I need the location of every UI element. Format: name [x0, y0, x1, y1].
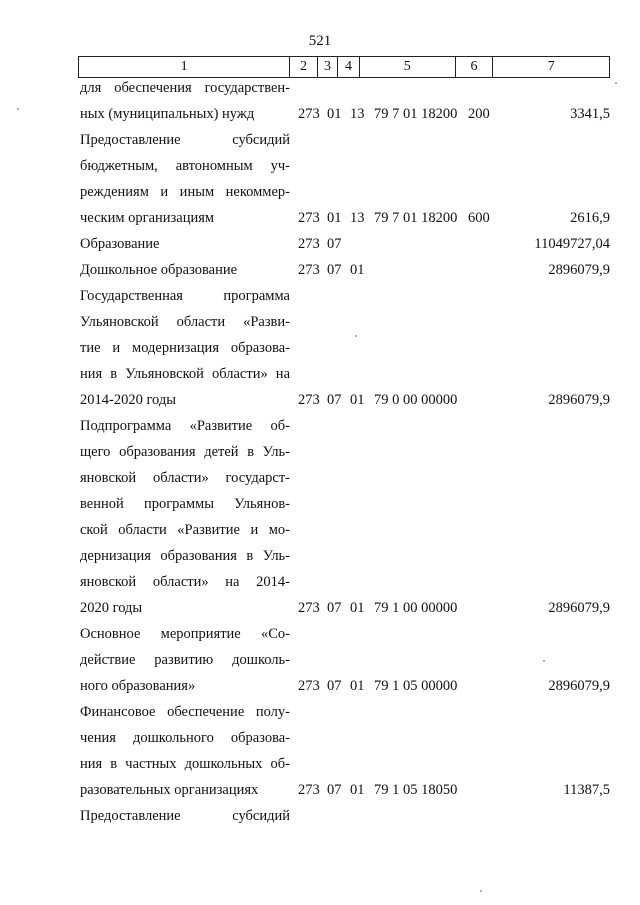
header-col-1: 1 — [79, 57, 290, 77]
table-row — [0, 652, 640, 678]
row-c5-cell: 79 1 05 00000 — [374, 678, 458, 694]
row-c5-cell: 79 0 00 00000 — [374, 392, 458, 408]
row-c3-cell: 07 — [327, 262, 342, 278]
row-description: для обеспечения государствен- — [80, 80, 290, 96]
row-c2-cell: 273 — [298, 210, 320, 226]
row-c4-cell: 13 — [350, 210, 365, 226]
row-c4-cell: 01 — [350, 600, 365, 616]
row-c6-cell: 200 — [468, 106, 490, 122]
row-c3-cell: 01 — [327, 210, 342, 226]
row-description: яновской области» государст- — [80, 470, 290, 486]
row-description: ного образования» — [80, 678, 196, 694]
row-c2-cell: 273 — [298, 600, 320, 616]
table-row — [0, 444, 640, 470]
header-col-4: 4 — [338, 57, 360, 77]
header-col-5: 5 — [360, 57, 456, 77]
row-c7-cell: 3341,5 — [570, 106, 610, 122]
row-c4-cell: 01 — [350, 262, 365, 278]
table-row — [0, 80, 640, 106]
row-c2-cell: 273 — [298, 106, 320, 122]
row-c5-cell: 79 1 05 18050 — [374, 782, 458, 798]
table-row — [0, 808, 640, 834]
table-row — [0, 704, 640, 730]
scan-speck — [543, 660, 545, 662]
row-c2-cell: 273 — [298, 782, 320, 798]
table-row — [0, 600, 640, 626]
row-description: 2020 годы — [80, 600, 143, 616]
table-row — [0, 184, 640, 210]
row-c3-cell: 01 — [327, 106, 342, 122]
row-c7-cell: 11387,5 — [563, 782, 610, 798]
table-row — [0, 574, 640, 600]
row-c7-cell: 11049727,04 — [534, 236, 610, 252]
scan-speck — [355, 335, 357, 337]
row-description: ния в Ульяновской области» на — [80, 366, 290, 382]
table-row — [0, 366, 640, 392]
row-c4-cell: 01 — [350, 678, 365, 694]
header-col-2: 2 — [290, 57, 318, 77]
table-row — [0, 340, 640, 366]
row-description: ния в частных дошкольных об- — [80, 756, 290, 772]
row-description: Подпрограмма «Развитие об- — [80, 418, 290, 434]
scan-speck — [17, 108, 19, 110]
scan-speck — [615, 82, 617, 84]
row-description: Основное мероприятие «Со- — [80, 626, 290, 642]
scan-speck — [480, 890, 482, 892]
table-row — [0, 106, 640, 132]
table-row — [0, 132, 640, 158]
row-description: Образование — [80, 236, 160, 252]
header-col-7: 7 — [547, 59, 555, 74]
row-c7-cell: 2616,9 — [570, 210, 610, 226]
page-number: 521 — [308, 33, 332, 49]
table-row — [0, 392, 640, 418]
row-c3-cell: 07 — [327, 678, 342, 694]
row-description: яновской области» на 2014- — [80, 574, 290, 590]
row-c2-cell: 273 — [298, 392, 320, 408]
table-row — [0, 288, 640, 314]
row-c3-cell: 07 — [327, 392, 342, 408]
table-row — [0, 236, 640, 262]
row-c7-cell: 2896079,9 — [548, 678, 610, 694]
table-row — [0, 314, 640, 340]
header-col-6: 6 — [456, 57, 494, 77]
table-row — [0, 496, 640, 522]
row-description: венной программы Ульянов- — [80, 496, 290, 512]
row-c5-cell: 79 7 01 18200 — [374, 210, 458, 226]
row-description: реждениям и иным некоммер- — [80, 184, 290, 200]
row-description: действие развитию дошколь- — [80, 652, 290, 668]
table-row — [0, 158, 640, 184]
row-c5-cell: 79 7 01 18200 — [374, 106, 458, 122]
row-description: ской области «Развитие и мо- — [80, 522, 290, 538]
row-c3-cell: 07 — [327, 782, 342, 798]
row-c6-cell: 600 — [468, 210, 490, 226]
row-c4-cell: 01 — [350, 782, 365, 798]
table-header-row — [78, 56, 610, 78]
table-row — [0, 756, 640, 782]
row-c4-cell: 01 — [350, 392, 365, 408]
row-description: Дошкольное образование — [80, 262, 238, 278]
row-description: Государственная программа — [80, 288, 290, 304]
table-row — [0, 548, 640, 574]
row-description: 2014-2020 годы — [80, 392, 176, 408]
row-c3-cell: 07 — [327, 600, 342, 616]
row-description: дернизация образования в Уль- — [80, 548, 290, 564]
row-description: Ульяновской области «Разви- — [80, 314, 290, 330]
row-c7-cell: 2896079,9 — [548, 600, 610, 616]
table-row — [0, 782, 640, 808]
table-row — [0, 262, 640, 288]
row-description: разовательных организациях — [80, 782, 259, 798]
row-c4-cell: 13 — [350, 106, 365, 122]
row-c7-cell: 2896079,9 — [548, 392, 610, 408]
row-c7-cell: 2896079,9 — [548, 262, 610, 278]
row-c2-cell: 273 — [298, 678, 320, 694]
table-row — [0, 522, 640, 548]
row-description: Предоставление субсидий — [80, 132, 290, 148]
header-col-3: 3 — [318, 57, 338, 77]
row-description: ных (муниципальных) нужд — [80, 106, 255, 122]
table-row — [0, 730, 640, 756]
row-description: бюджетным, автономным уч- — [80, 158, 290, 174]
row-c5-cell: 79 1 00 00000 — [374, 600, 458, 616]
table-row — [0, 418, 640, 444]
row-c2-cell: 273 — [298, 262, 320, 278]
table-row — [0, 470, 640, 496]
row-description: Финансовое обеспечение полу- — [80, 704, 290, 720]
table-row — [0, 210, 640, 236]
row-description: щего образования детей в Уль- — [80, 444, 290, 460]
row-c2-cell: 273 — [298, 236, 320, 252]
row-description: Предоставление субсидий — [80, 808, 290, 824]
table-row — [0, 626, 640, 652]
row-description: тие и модернизация образова- — [80, 340, 290, 356]
row-description: чения дошкольного образова- — [80, 730, 290, 746]
row-description: ческим организациям — [80, 210, 215, 226]
table-row — [0, 678, 640, 704]
row-c3-cell: 07 — [327, 236, 342, 252]
